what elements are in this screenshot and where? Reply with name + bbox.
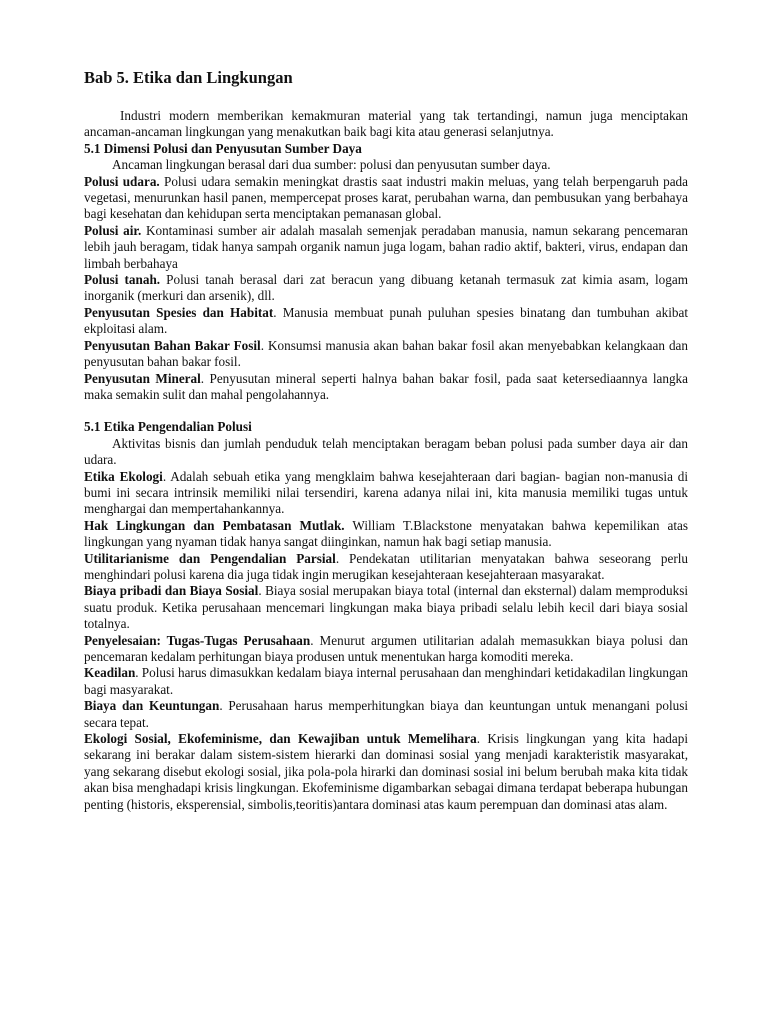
term-biaya-keuntungan: Biaya dan Keuntungan [84, 698, 220, 714]
paragraph-penyelesaian [84, 633, 688, 666]
term-keadilan: Keadilan [84, 665, 136, 681]
term-biaya-pribadi-sosial: Biaya pribadi dan Biaya Sosial [84, 583, 259, 599]
paragraph-ekologi-sosial [84, 731, 688, 813]
paragraph-polusi-air [84, 223, 688, 272]
paragraph-hak-lingkungan [84, 518, 688, 551]
term-utilitarianisme: Utilitarianisme dan Pengendalian Parsial [84, 550, 336, 566]
term-penyusutan-mineral: Penyusutan Mineral [84, 370, 201, 386]
text-penyusutan-mineral: . Penyusutan mineral seperti halnya bahan bakar fosil, pada saat ketersediaannya langka maka semakin sulit dan mahal pengolahannya. [84, 370, 688, 402]
term-etika-ekologi: Etika Ekologi [84, 468, 163, 484]
text-utilitarianisme: . Pendekatan utilitarian menyatakan bahwa seseorang perlu menghindari polusi karena dia juga tidak ingin merugikan kesejahteraan kesejahteraan masyarakat. [84, 550, 688, 582]
section-spacer [84, 403, 688, 419]
intro-paragraph: Industri modern memberikan kemakmuran material yang tak tertandingi, namun juga menciptakan ancaman-ancaman lingkungan yang menakutkan baik bagi kita atau generasi selanjutnya. [84, 108, 688, 140]
term-penyelesaian: Penyelesaian: Tugas-Tugas Perusahaan [84, 632, 311, 648]
text-penyelesaian: . Menurut argumen utilitarian adalah memasukkan biaya polusi dan pencemaran kedalam perhitungan biaya produsen untuk menentukan harga komoditi mereka. [84, 632, 688, 664]
chapter-title: Bab 5. Etika dan Lingkungan [84, 68, 293, 87]
paragraph-penyusutan-bbm [84, 338, 688, 371]
section-heading-etika-pengendalian: 5.1 Etika Pengendalian Polusi [84, 419, 252, 435]
text-ekologi-sosial: . Krisis lingkungan yang kita hadapi sekarang ini berakar dalam sistem-sistem hierarki dan dominasi sosial yang menjadi karakteristik masyarakat, yang sekarang disebut ekologi sosial, jika pola-pola hirarki dan dominasi sosial ini belum berubah maka kita tidak akan bisa menghadapi krisis lingkungan. Ekofeminisme digambarkan sebagai dimana terdapat beberapa hubungan penting (historis, eksperensial, simbolis,teoritis)antara dominasi atas kaum perempuan dan dominasi atas alam. [84, 731, 688, 812]
term-penyusutan-spesies: Penyusutan Spesies dan Habitat [84, 304, 274, 320]
paragraph-biaya-pribadi-sosial [84, 583, 688, 632]
term-polusi-udara: Polusi udara. [84, 173, 160, 189]
text-biaya-keuntungan: . Perusahaan harus memperhitungkan biaya dan keuntungan untuk menangani polusi secara tepat. [84, 698, 689, 730]
text-polusi-tanah: Polusi tanah berasal dari zat beracun yang dibuang ketanah termasuk zat kimia asam, logam inorganik (merkuri dan arsenik), dll. [84, 272, 688, 304]
term-hak-lingkungan: Hak Lingkungan dan Pembatasan Mutlak. [84, 517, 345, 533]
paragraph-polusi-tanah [84, 272, 688, 305]
paragraph-etika-ekologi [84, 469, 688, 518]
term-penyusutan-bbm: Penyusutan Bahan Bakar Fosil [84, 337, 261, 353]
text-keadilan: . Polusi harus dimasukkan kedalam biaya internal perusahaan dan menghindari ketidakadilan lingkungan bagi masyarakat. [84, 665, 688, 697]
text-biaya-pribadi-sosial: . Biaya sosial merupakan biaya total (internal dan eksternal) dalam memproduksi suatu produk. Ketika perusahaan mencemari lingkungan maka biaya pribadi selalu lebih kecil dari biaya sosial totalnya. [84, 583, 688, 632]
text-penyusutan-spesies: . Manusia membuat punah puluhan spesies binatang dan tumbuhan akibat ekploitasi alam. [84, 304, 688, 337]
section1-lead: Ancaman lingkungan berasal dari dua sumber: polusi dan penyusutan sumber daya. [112, 157, 551, 173]
paragraph-penyusutan-mineral [84, 371, 688, 404]
text-penyusutan-bbm: . Konsumsi manusia akan bahan bakar fosil akan menyebabkan kelangkaan dan penyusutan bahan bakar fosil. [84, 337, 688, 370]
paragraph-keadilan [84, 665, 688, 698]
text-polusi-udara: Polusi udara semakin meningkat drastis saat industri makin meluas, yang telah berpengaruh pada vegetasi, menurunkan hasil panen, mempercepat proses karat, perubahan warna, dan pembusukan yang berbahaya bagi kesehatan dan kehidupan serta menciptakan pemanasan global. [84, 173, 688, 222]
text-polusi-air: Kontaminasi sumber air adalah masalah semenjak peradaban manusia, namun sekarang pencemaran lebih jauh beragam, tidak hanya sampah organik namun juga logam, bahan radio aktif, bakteri, virus, endapan dan limbah berbahaya [84, 222, 688, 271]
document-page [84, 68, 688, 813]
term-ekologi-sosial: Ekologi Sosial, Ekofeminisme, dan Kewajiban untuk Memelihara [84, 731, 477, 747]
paragraph-polusi-udara [84, 174, 688, 223]
text-hak-lingkungan: William T.Blackstone menyatakan bahwa kepemilikan atas lingkungan yang nyaman tidak hanya sangat diinginkan, namun hak bagi setiap manusia. [84, 517, 688, 550]
section-heading-polusi-penyusutan: 5.1 Dimensi Polusi dan Penyusutan Sumber Daya [84, 140, 362, 156]
section2-lead: Aktivitas bisnis dan jumlah penduduk telah menciptakan beragam beban polusi pada sumber daya air dan udara. [84, 435, 688, 468]
paragraph-utilitarianisme [84, 551, 688, 584]
term-polusi-tanah: Polusi tanah. [84, 272, 161, 288]
term-polusi-air: Polusi air. [84, 222, 142, 238]
text-etika-ekologi: . Adalah sebuah etika yang mengklaim bahwa kesejahteraan dari bagian- bagian non-manusia di bumi ini secara intrinsik memiliki nilai tersendiri, karena adanya nilai ini, kita manusia memiliki tugas untuk menghargai dan mempertahankannya. [84, 468, 688, 517]
paragraph-biaya-keuntungan [84, 698, 688, 731]
paragraph-penyusutan-spesies [84, 305, 688, 338]
